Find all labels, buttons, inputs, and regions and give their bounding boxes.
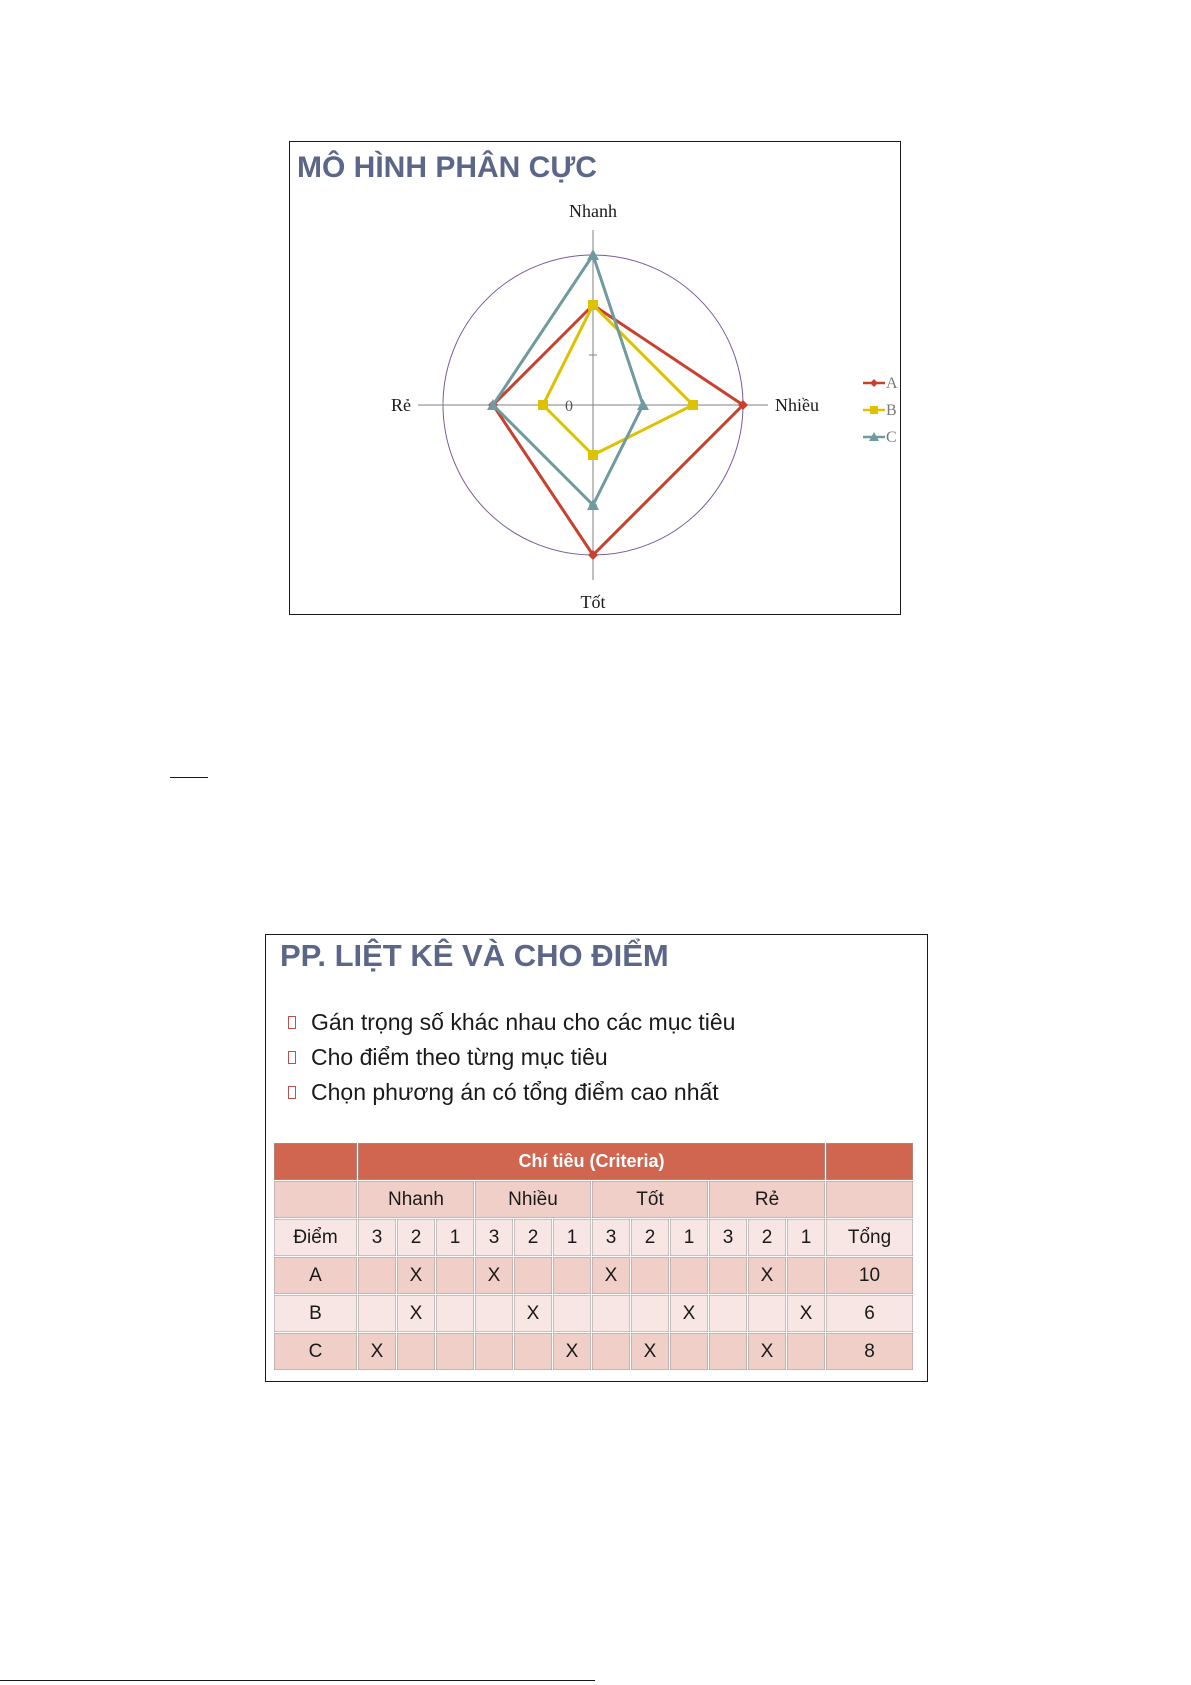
bullet-icon xyxy=(288,1051,296,1064)
radar-chart xyxy=(290,142,902,616)
bullet-item xyxy=(288,1075,735,1110)
mark-cell: X xyxy=(397,1295,436,1333)
level-cell: 2 xyxy=(514,1219,553,1257)
mark-cell: X xyxy=(631,1333,670,1371)
mark-cell: X xyxy=(475,1257,514,1295)
level-cell: 1 xyxy=(436,1219,475,1257)
series-a-line xyxy=(493,305,743,555)
mark-cell xyxy=(553,1257,592,1295)
mark-cell xyxy=(670,1333,709,1371)
mark-cell: X xyxy=(592,1257,631,1295)
mark-cell xyxy=(436,1333,475,1371)
series-b-point xyxy=(538,400,548,410)
mark-cell: X xyxy=(553,1333,592,1371)
levels-row xyxy=(274,1219,914,1257)
criteria-header: Chí tiêu (Criteria) xyxy=(358,1143,826,1181)
option-name: C xyxy=(274,1333,358,1371)
level-cell: 1 xyxy=(670,1219,709,1257)
series-b-point xyxy=(588,450,598,460)
bullet-icon xyxy=(288,1086,296,1099)
mark-cell xyxy=(436,1257,475,1295)
legend-label: B xyxy=(886,402,897,419)
axis-label-tot: Tốt xyxy=(580,592,606,612)
total-label: Tổng xyxy=(826,1219,914,1257)
mark-cell xyxy=(670,1257,709,1295)
criteria-nhieu: Nhiều xyxy=(475,1181,592,1219)
center-zero-label: 0 xyxy=(565,398,573,415)
level-cell: 2 xyxy=(397,1219,436,1257)
mark-cell xyxy=(631,1295,670,1333)
axis-label-nhanh: Nhanh xyxy=(569,201,617,221)
mark-cell xyxy=(709,1257,748,1295)
level-cell: 1 xyxy=(787,1219,826,1257)
scoring-method-slide xyxy=(265,934,928,1382)
level-cell: 3 xyxy=(475,1219,514,1257)
mark-cell xyxy=(709,1295,748,1333)
mark-cell: X xyxy=(397,1257,436,1295)
mark-cell: X xyxy=(514,1295,553,1333)
mark-cell: X xyxy=(670,1295,709,1333)
criteria-tot: Tốt xyxy=(592,1181,709,1219)
level-cell: 3 xyxy=(709,1219,748,1257)
criteria-row xyxy=(274,1181,914,1219)
mark-cell xyxy=(475,1333,514,1371)
score-label: Điểm xyxy=(274,1219,358,1257)
bullet-icon xyxy=(288,1016,296,1029)
criteria-score-table xyxy=(273,1142,914,1371)
criteria-nhanh: Nhanh xyxy=(358,1181,475,1219)
level-cell: 3 xyxy=(592,1219,631,1257)
axis-labels xyxy=(391,201,819,612)
bullet-text: Gán trọng số khác nhau cho các mục tiêu xyxy=(311,1009,736,1035)
slide-title: MÔ HÌNH PHÂN CỰC xyxy=(297,151,597,184)
total-value: 10 xyxy=(826,1257,914,1295)
mark-cell xyxy=(787,1257,826,1295)
mark-cell xyxy=(397,1333,436,1371)
mark-cell xyxy=(553,1295,592,1333)
bullet-item xyxy=(288,1040,735,1075)
legend-marker xyxy=(870,406,878,414)
legend-marker xyxy=(870,379,878,387)
mark-cell xyxy=(358,1295,397,1333)
chart-legend xyxy=(863,375,898,446)
table-row xyxy=(274,1333,914,1371)
criteria-re: Rẻ xyxy=(709,1181,826,1219)
series-c-point xyxy=(587,249,599,260)
mark-cell xyxy=(436,1295,475,1333)
bullet-item xyxy=(288,1005,735,1040)
level-cell: 3 xyxy=(358,1219,397,1257)
legend-item-a xyxy=(863,375,898,392)
table-row xyxy=(274,1295,914,1333)
mark-cell xyxy=(787,1333,826,1371)
table-header-row xyxy=(274,1143,914,1181)
table-row xyxy=(274,1257,914,1295)
series-b-point xyxy=(588,300,598,310)
level-cell: 2 xyxy=(631,1219,670,1257)
series-c xyxy=(487,249,649,510)
level-cell: 2 xyxy=(748,1219,787,1257)
axis-label-nhieu: Nhiều xyxy=(775,395,819,415)
total-value: 8 xyxy=(826,1333,914,1371)
header-empty-cell xyxy=(826,1143,914,1181)
mark-cell xyxy=(592,1295,631,1333)
footnote-separator xyxy=(0,1680,595,1681)
slide-title: PP. LIỆT KÊ VÀ CHO ĐIỂM xyxy=(280,938,669,973)
mark-cell xyxy=(514,1333,553,1371)
criteria-empty-cell xyxy=(274,1181,358,1219)
series-b-point xyxy=(688,400,698,410)
option-name: A xyxy=(274,1257,358,1295)
mark-cell xyxy=(592,1333,631,1371)
series-a xyxy=(488,300,748,560)
legend-item-c xyxy=(863,429,897,446)
mark-cell xyxy=(514,1257,553,1295)
legend-item-b xyxy=(863,402,897,419)
legend-label: C xyxy=(886,429,897,446)
series-b xyxy=(538,300,698,460)
polar-model-slide xyxy=(289,141,901,615)
mark-cell: X xyxy=(748,1333,787,1371)
criteria-empty-cell xyxy=(826,1181,914,1219)
total-value: 6 xyxy=(826,1295,914,1333)
legend-label: A xyxy=(886,375,898,392)
mark-cell xyxy=(709,1333,748,1371)
radar-axes xyxy=(418,230,768,580)
bullet-text: Cho điểm theo từng mục tiêu xyxy=(311,1044,608,1070)
option-name: B xyxy=(274,1295,358,1333)
mark-cell: X xyxy=(787,1295,826,1333)
page-underline-mark xyxy=(170,777,208,778)
mark-cell xyxy=(475,1295,514,1333)
mark-cell: X xyxy=(748,1257,787,1295)
mark-cell xyxy=(748,1295,787,1333)
mark-cell xyxy=(358,1257,397,1295)
header-empty-cell xyxy=(274,1143,358,1181)
level-cell: 1 xyxy=(553,1219,592,1257)
axis-label-re: Rẻ xyxy=(391,395,411,415)
mark-cell xyxy=(631,1257,670,1295)
bullet-list xyxy=(288,1005,735,1110)
series-c-line xyxy=(493,255,643,505)
bullet-text: Chọn phương án có tổng điểm cao nhất xyxy=(311,1079,719,1105)
mark-cell: X xyxy=(358,1333,397,1371)
